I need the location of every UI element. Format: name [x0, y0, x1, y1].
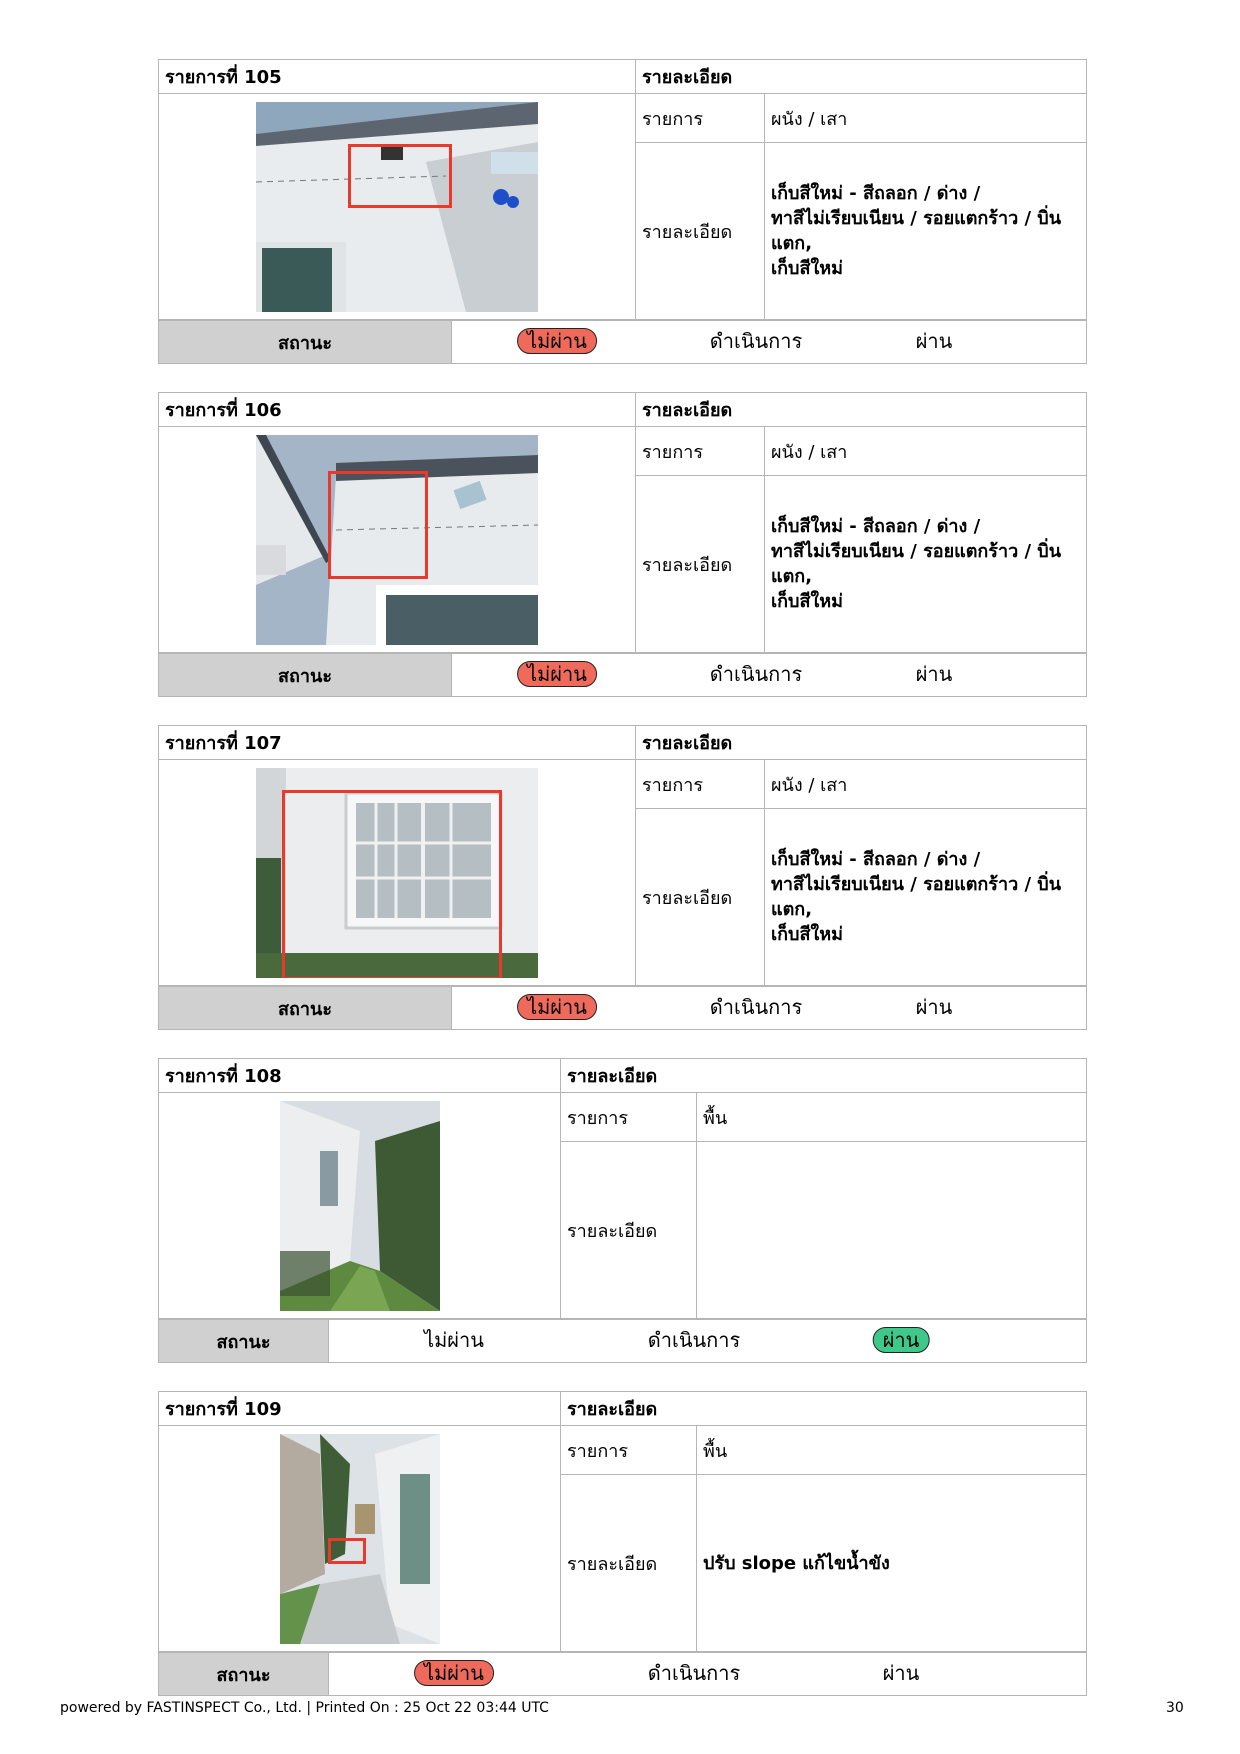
- item-header: รายการที่ 106: [159, 393, 636, 427]
- defect-marker: [282, 790, 502, 978]
- status-option-in-progress[interactable]: ดำเนินการ: [709, 662, 803, 686]
- inspection-item-108: [158, 1058, 1086, 1363]
- status-option-in-progress[interactable]: ดำเนินการ: [709, 995, 803, 1019]
- item-header: รายการที่ 108: [159, 1059, 561, 1093]
- status-label: สถานะ: [159, 987, 452, 1030]
- footer-text: powered by FASTINSPECT Co., Ltd. | Printed On : 25 Oct 22 03:44 UTC: [60, 1700, 549, 1716]
- detail-header: รายละเอียด: [636, 60, 1087, 94]
- detail-header: รายละเอียด: [636, 726, 1087, 760]
- detail-label: รายละเอียด: [561, 1475, 697, 1652]
- item-header: รายการที่ 109: [159, 1392, 561, 1426]
- status-label: สถานะ: [159, 321, 452, 364]
- inspection-photo[interactable]: [256, 102, 538, 312]
- photo-cell: [159, 760, 636, 986]
- status-option-pass[interactable]: ผ่าน: [873, 1327, 930, 1353]
- type-label: รายการ: [561, 1093, 697, 1142]
- type-value: ผนัง / เสา: [765, 427, 1087, 476]
- detail-value: ปรับ slope แก้ไขน้ำขัง: [697, 1475, 1087, 1652]
- type-label: รายการ: [561, 1426, 697, 1475]
- status-option-in-progress[interactable]: ดำเนินการ: [647, 1661, 741, 1685]
- type-label: รายการ: [636, 427, 765, 476]
- status-option-in-progress[interactable]: ดำเนินการ: [647, 1328, 741, 1352]
- status-option-fail[interactable]: ไม่ผ่าน: [517, 661, 597, 687]
- inspection-item-106: [158, 392, 1086, 697]
- inspection-item-107: [158, 725, 1086, 1030]
- detail-header: รายละเอียด: [561, 1392, 1087, 1426]
- status-option-in-progress[interactable]: ดำเนินการ: [709, 329, 803, 353]
- status-option-fail[interactable]: ไม่ผ่าน: [517, 328, 597, 354]
- photo-cell: [159, 427, 636, 653]
- photo-cell: [159, 1093, 561, 1319]
- type-value: พื้น: [697, 1093, 1087, 1142]
- detail-value: [697, 1142, 1087, 1319]
- page-number: 30: [1166, 1700, 1184, 1716]
- inspection-photo[interactable]: [256, 435, 538, 645]
- type-value: ผนัง / เสา: [765, 760, 1087, 809]
- detail-label: รายละเอียด: [636, 143, 765, 320]
- photo-cell: [159, 94, 636, 320]
- status-label: สถานะ: [159, 1653, 329, 1696]
- type-value: พื้น: [697, 1426, 1087, 1475]
- status-options: [329, 1653, 1087, 1696]
- status-options: [452, 987, 1087, 1030]
- inspection-photo[interactable]: [280, 1434, 440, 1644]
- detail-value: เก็บสีใหม่ - สีถลอก / ด่าง / ทาสีไม่เรียบเนียน / รอยแตกร้าว / บิ่นแตก, เก็บสีใหม่: [765, 476, 1087, 653]
- detail-label: รายละเอียด: [561, 1142, 697, 1319]
- status-options: [452, 654, 1087, 697]
- status-option-fail[interactable]: ไม่ผ่าน: [424, 1328, 484, 1352]
- detail-value: เก็บสีใหม่ - สีถลอก / ด่าง / ทาสีไม่เรียบเนียน / รอยแตกร้าว / บิ่นแตก, เก็บสีใหม่: [765, 809, 1087, 986]
- detail-value: เก็บสีใหม่ - สีถลอก / ด่าง / ทาสีไม่เรียบเนียน / รอยแตกร้าว / บิ่นแตก, เก็บสีใหม่: [765, 143, 1087, 320]
- photo-cell: [159, 1426, 561, 1652]
- status-option-fail[interactable]: ไม่ผ่าน: [414, 1660, 494, 1686]
- inspection-photo[interactable]: [256, 768, 538, 978]
- defect-marker: [328, 1538, 366, 1564]
- detail-label: รายละเอียด: [636, 809, 765, 986]
- detail-header: รายละเอียด: [636, 393, 1087, 427]
- status-option-pass[interactable]: ผ่าน: [915, 329, 953, 353]
- item-header: รายการที่ 105: [159, 60, 636, 94]
- type-label: รายการ: [636, 94, 765, 143]
- status-option-pass[interactable]: ผ่าน: [915, 995, 953, 1019]
- inspection-item-105: [158, 59, 1086, 364]
- status-option-fail[interactable]: ไม่ผ่าน: [517, 994, 597, 1020]
- type-value: ผนัง / เสา: [765, 94, 1087, 143]
- item-header: รายการที่ 107: [159, 726, 636, 760]
- status-options: [452, 321, 1087, 364]
- detail-label: รายละเอียด: [636, 476, 765, 653]
- status-option-pass[interactable]: ผ่าน: [882, 1661, 920, 1685]
- status-option-pass[interactable]: ผ่าน: [915, 662, 953, 686]
- status-label: สถานะ: [159, 1320, 329, 1363]
- defect-marker: [328, 471, 428, 579]
- inspection-photo[interactable]: [280, 1101, 440, 1311]
- detail-header: รายละเอียด: [561, 1059, 1087, 1093]
- defect-marker: [348, 144, 452, 208]
- type-label: รายการ: [636, 760, 765, 809]
- inspection-item-109: [158, 1391, 1086, 1696]
- status-label: สถานะ: [159, 654, 452, 697]
- status-options: [329, 1320, 1087, 1363]
